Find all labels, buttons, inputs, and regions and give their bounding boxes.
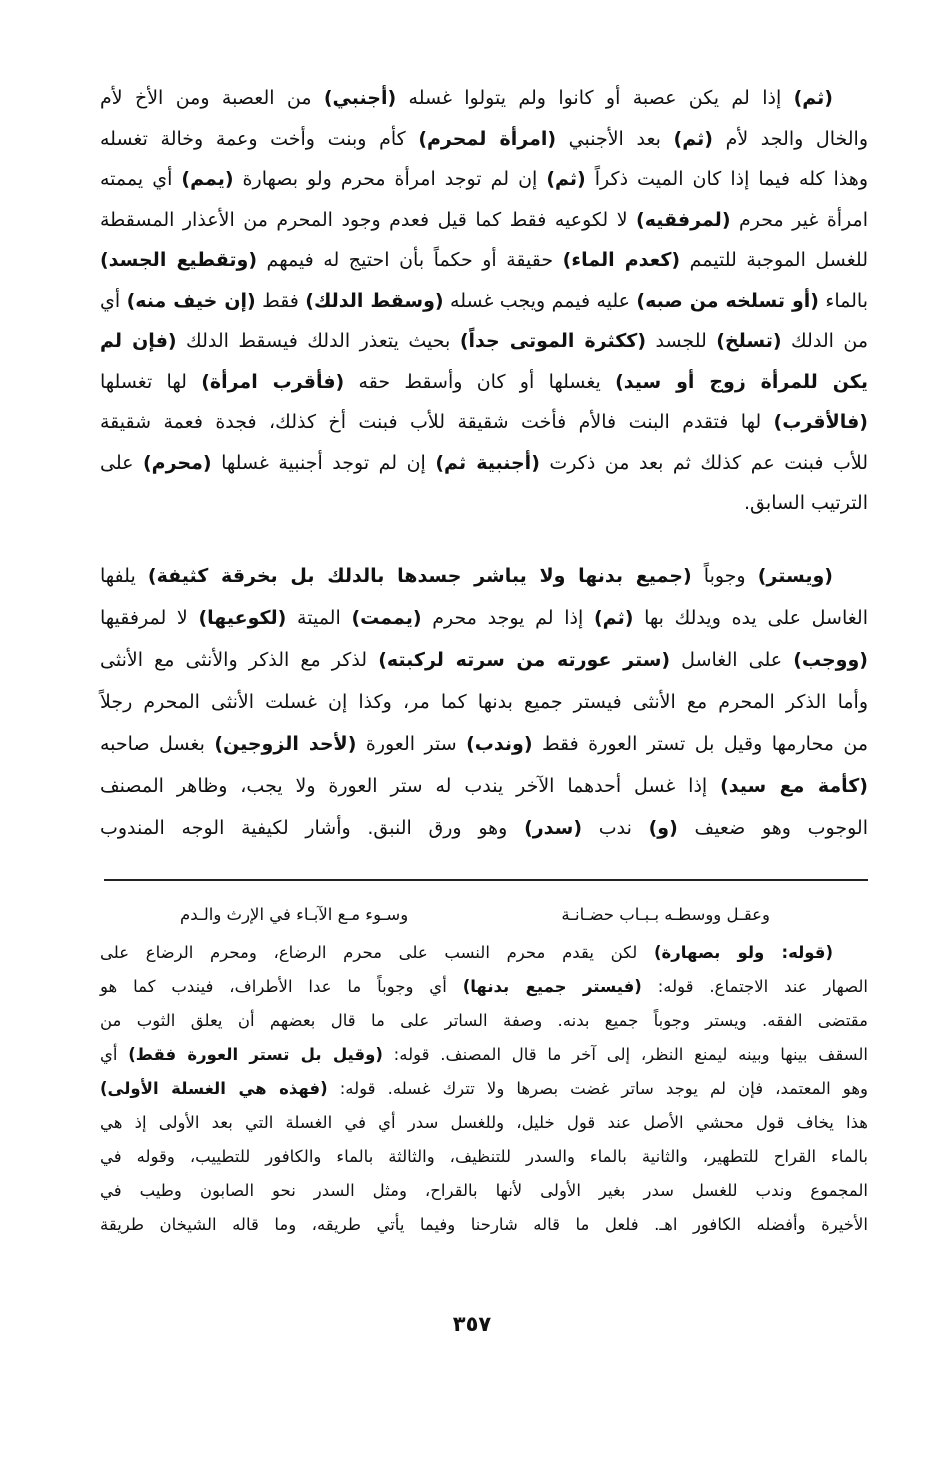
text-segment: ستر العورة (356, 733, 467, 755)
verse-first-hemistich: وعقـل ووسطـه بـبـاب حضـانـة (561, 905, 770, 924)
bold-text-segment: (فالأقرب) (773, 411, 868, 433)
bold-text-segment: (كأمة مع سيد) (720, 775, 868, 797)
text-line (100, 365, 868, 399)
text-segment: للأب فبنت عم كذلك ثم بعد من ذكرت (539, 451, 868, 474)
page-number: ٣٥٧ (452, 1312, 492, 1336)
text-segment: بحيث يتعذر الدلك فيسقط الدلك (176, 330, 460, 352)
text-segment: أي (100, 1045, 129, 1064)
bold-text-segment: (جميع بدنها ولا يباشر جسدها بالدلك بل بخرقة كثيفة) (147, 565, 692, 587)
text-segment: المجموع وندب للغسل سدر بغير الأولى لأنها بالقراح، ومثل السدر نحو الصابون وطيب في (100, 1181, 868, 1200)
bold-text-segment: (محرم) (143, 451, 212, 474)
text-line (100, 1106, 868, 1140)
bold-text-segment: (لكوعيها) (198, 607, 287, 629)
text-line (100, 685, 868, 719)
text-segment: وهو المعتمد، فإن لم يوجد ساتر غضت بصرها ولا تترك غسله. قوله: (327, 1079, 869, 1098)
bold-text-segment: (ويستر) (757, 565, 833, 587)
text-line (100, 1174, 868, 1208)
bold-text-segment: (قوله: ولو بصهارة) (654, 943, 833, 962)
text-line (100, 1072, 868, 1106)
text-line (100, 970, 868, 1004)
text-segment: بالماء القراح للتطهير، والثانية بالماء والسدر للتنظيف، والثالثة بالماء والكافور للتطييب، وقوله في (100, 1147, 868, 1166)
text-segment: والخال والجد لأم (712, 127, 869, 150)
text-line (100, 446, 868, 480)
bold-text-segment: (وتقطيع الجسد) (100, 249, 257, 271)
bold-text-segment: (ثم) (673, 127, 713, 150)
text-segment: فقط (255, 289, 306, 312)
bold-text-segment: (يممت) (351, 607, 422, 629)
bold-text-segment: يكن للمرأة زوج أو سيد) (615, 370, 868, 393)
text-segment: على الغاسل (670, 649, 794, 671)
text-segment: لكن يقدم محرم النسب على محرم الرضاع، ومحرم الرضاع على (100, 943, 654, 962)
text-line (100, 486, 868, 520)
text-segment: على (100, 451, 143, 474)
text-segment: عليه فيمم ويجب غسله (443, 289, 637, 312)
bold-text-segment: (وقيل بل تستر العورة فقط) (128, 1045, 383, 1064)
bold-text-segment: (ستر عورته من سرته لركبته) (378, 649, 671, 671)
bold-text-segment: (سدر) (524, 817, 583, 839)
text-line (100, 324, 868, 358)
text-segment: إذا غسل أحدهما الآخر يندب له ستر العورة ولا يجب، وظاهر المصنف (100, 775, 721, 797)
text-line (100, 162, 868, 196)
text-segment: للجسد (646, 330, 717, 352)
bold-text-segment: (فأقرب امرأة) (201, 370, 345, 393)
footnote-separator (104, 879, 868, 881)
text-segment: لها فتقدم البنت فالأم فأخت شقيقة للأب فبنت أخ كذلك، فجدة فعمة شقيقة (100, 411, 774, 433)
text-line (100, 601, 868, 635)
text-segment: إذا لم يكن عصبة أو كانوا ولم يتولوا غسله (396, 87, 794, 109)
text-segment: إذا لم يوجد محرم (421, 607, 594, 629)
bold-text-segment: (وندب) (466, 733, 533, 755)
text-segment: يغسلها أو كان وأسقط حقه (344, 370, 616, 393)
bold-text-segment: (يمم) (181, 168, 234, 190)
bold-text-segment: (ثم) (546, 168, 586, 190)
bold-text-segment: (و) (648, 817, 678, 839)
bold-text-segment: (كعدم الماء) (562, 249, 681, 271)
bold-text-segment: (تسلخ) (716, 330, 782, 352)
text-line (100, 559, 833, 593)
bold-text-segment: (فيستر جميع بدنها) (462, 977, 642, 996)
text-segment: لا لكوعيه فقط كما قيل فعدم وجود المحرم من الأعذار المسقطة (100, 208, 637, 231)
bold-text-segment: (ككثرة الموتى جداً) (459, 330, 647, 352)
text-segment: لا لمرفقيها (100, 607, 199, 629)
text-line (100, 122, 868, 156)
text-line (100, 81, 833, 115)
text-line (100, 643, 868, 677)
bold-text-segment: (أجنبية ثم) (435, 451, 540, 474)
text-segment: إن لم توجد امرأة محرم ولو بصهارة (233, 168, 547, 190)
text-line (100, 243, 868, 277)
text-segment: للغسل الموجبة للتيمم (680, 249, 868, 271)
text-segment: من محارمها وقيل بل تستر العورة فقط (532, 733, 869, 755)
bold-text-segment: (فإن لم (100, 330, 177, 352)
text-segment: وهو ورق النبق. وأشار لكيفية الوجه المندوب (100, 817, 525, 839)
text-line (100, 1038, 868, 1072)
bold-text-segment: (ووجب) (793, 649, 868, 671)
text-segment: لها تغسلها (100, 370, 202, 393)
text-segment: لذكر مع الذكر والأنثى مع الأنثى (100, 649, 379, 671)
text-line (100, 1004, 868, 1038)
bold-text-segment: (ثم) (793, 87, 833, 109)
text-segment: بغسل صاحبه (100, 733, 215, 755)
text-segment: هذا يخاف قول محشي الأصل عند قول خليل، وللغسل سدر أي في الغسلة التي بعد الأولى إذ هي (100, 1113, 868, 1132)
text-segment: مقتضى الفقه. ويستر وجوباً جميع بدنه. وصفة الساتر على ما قال بعضهم أن يعلق الثوب من (100, 1011, 868, 1030)
text-segment: أي يممته (100, 168, 182, 190)
text-segment: وهذا كله فيما إذا كان الميت ذكراً (585, 168, 869, 190)
text-segment: أي وجوباً ما عدا الأطراف، فيندب كما هو (100, 977, 463, 996)
text-line (100, 284, 868, 318)
text-segment: أي (100, 289, 127, 312)
text-segment: الترتيب السابق. (744, 492, 868, 514)
bold-text-segment: (لمرفقيه) (636, 208, 731, 231)
text-segment: الصهار عند الاجتماع. قوله: (641, 977, 869, 996)
verse-second-hemistich: وسـوء مـع الآبـاء في الإرث والـدم (180, 905, 409, 924)
text-line (100, 1140, 868, 1174)
text-segment: وأما الذكر المحرم مع الأنثى فيستر جميع بدنها كما مر، وكذا إن غسلت الأنثى المحرم رجلاً (100, 691, 868, 713)
bold-text-segment: (أو تسلخه من صبه) (636, 289, 819, 312)
bold-text-segment: (امرأة لمحرم) (418, 127, 557, 150)
bold-text-segment: (لأحد الزوجين) (214, 733, 357, 755)
text-segment: يلفها (100, 565, 148, 587)
text-line (100, 769, 868, 803)
text-line (100, 936, 833, 970)
bold-text-segment: (ثم) (594, 607, 634, 629)
text-line (100, 1208, 868, 1242)
text-segment: من الدلك (781, 330, 869, 352)
text-segment: السقف بينها وبينه ليمنع النظر، إلى آخر ما قال المصنف. قوله: (382, 1045, 869, 1064)
text-segment: امرأة غير محرم (730, 208, 868, 231)
text-segment: كأم وبنت وأخت وعمة وخالة تغسله (100, 127, 419, 150)
text-line (100, 203, 868, 237)
text-segment: من العصبة ومن الأخ لأم (100, 87, 324, 109)
text-segment: بالماء (819, 289, 868, 312)
text-segment: الوجوب وهو ضعيف (677, 817, 868, 839)
bold-text-segment: (وسقط الدلك) (305, 289, 444, 312)
text-line (100, 405, 868, 439)
text-segment: وجوباً (691, 565, 758, 587)
text-segment: الأخيرة وأفضله الكافور اهـ. فلعل ما قاله شارحنا وفيما يأتي طريقه، وما قاله الشيخان طريقة (100, 1215, 868, 1234)
bold-text-segment: (أجنبي) (323, 87, 397, 109)
text-segment: إن لم توجد أجنبية غسلها (211, 451, 436, 474)
text-line (100, 811, 868, 845)
text-segment: ندب (582, 817, 649, 839)
text-segment: حقيقة أو حكماً بأن احتيج له فيمهم (257, 249, 563, 271)
bold-text-segment: (إن خيف منه) (126, 289, 256, 312)
text-segment: الغاسل على يده ويدلك بها (633, 607, 868, 629)
text-line (100, 727, 868, 761)
text-segment: الميتة (286, 607, 352, 629)
bold-text-segment: (فهذه هي الغسلة الأولى) (100, 1079, 328, 1098)
text-segment: بعد الأجنبي (556, 127, 674, 150)
